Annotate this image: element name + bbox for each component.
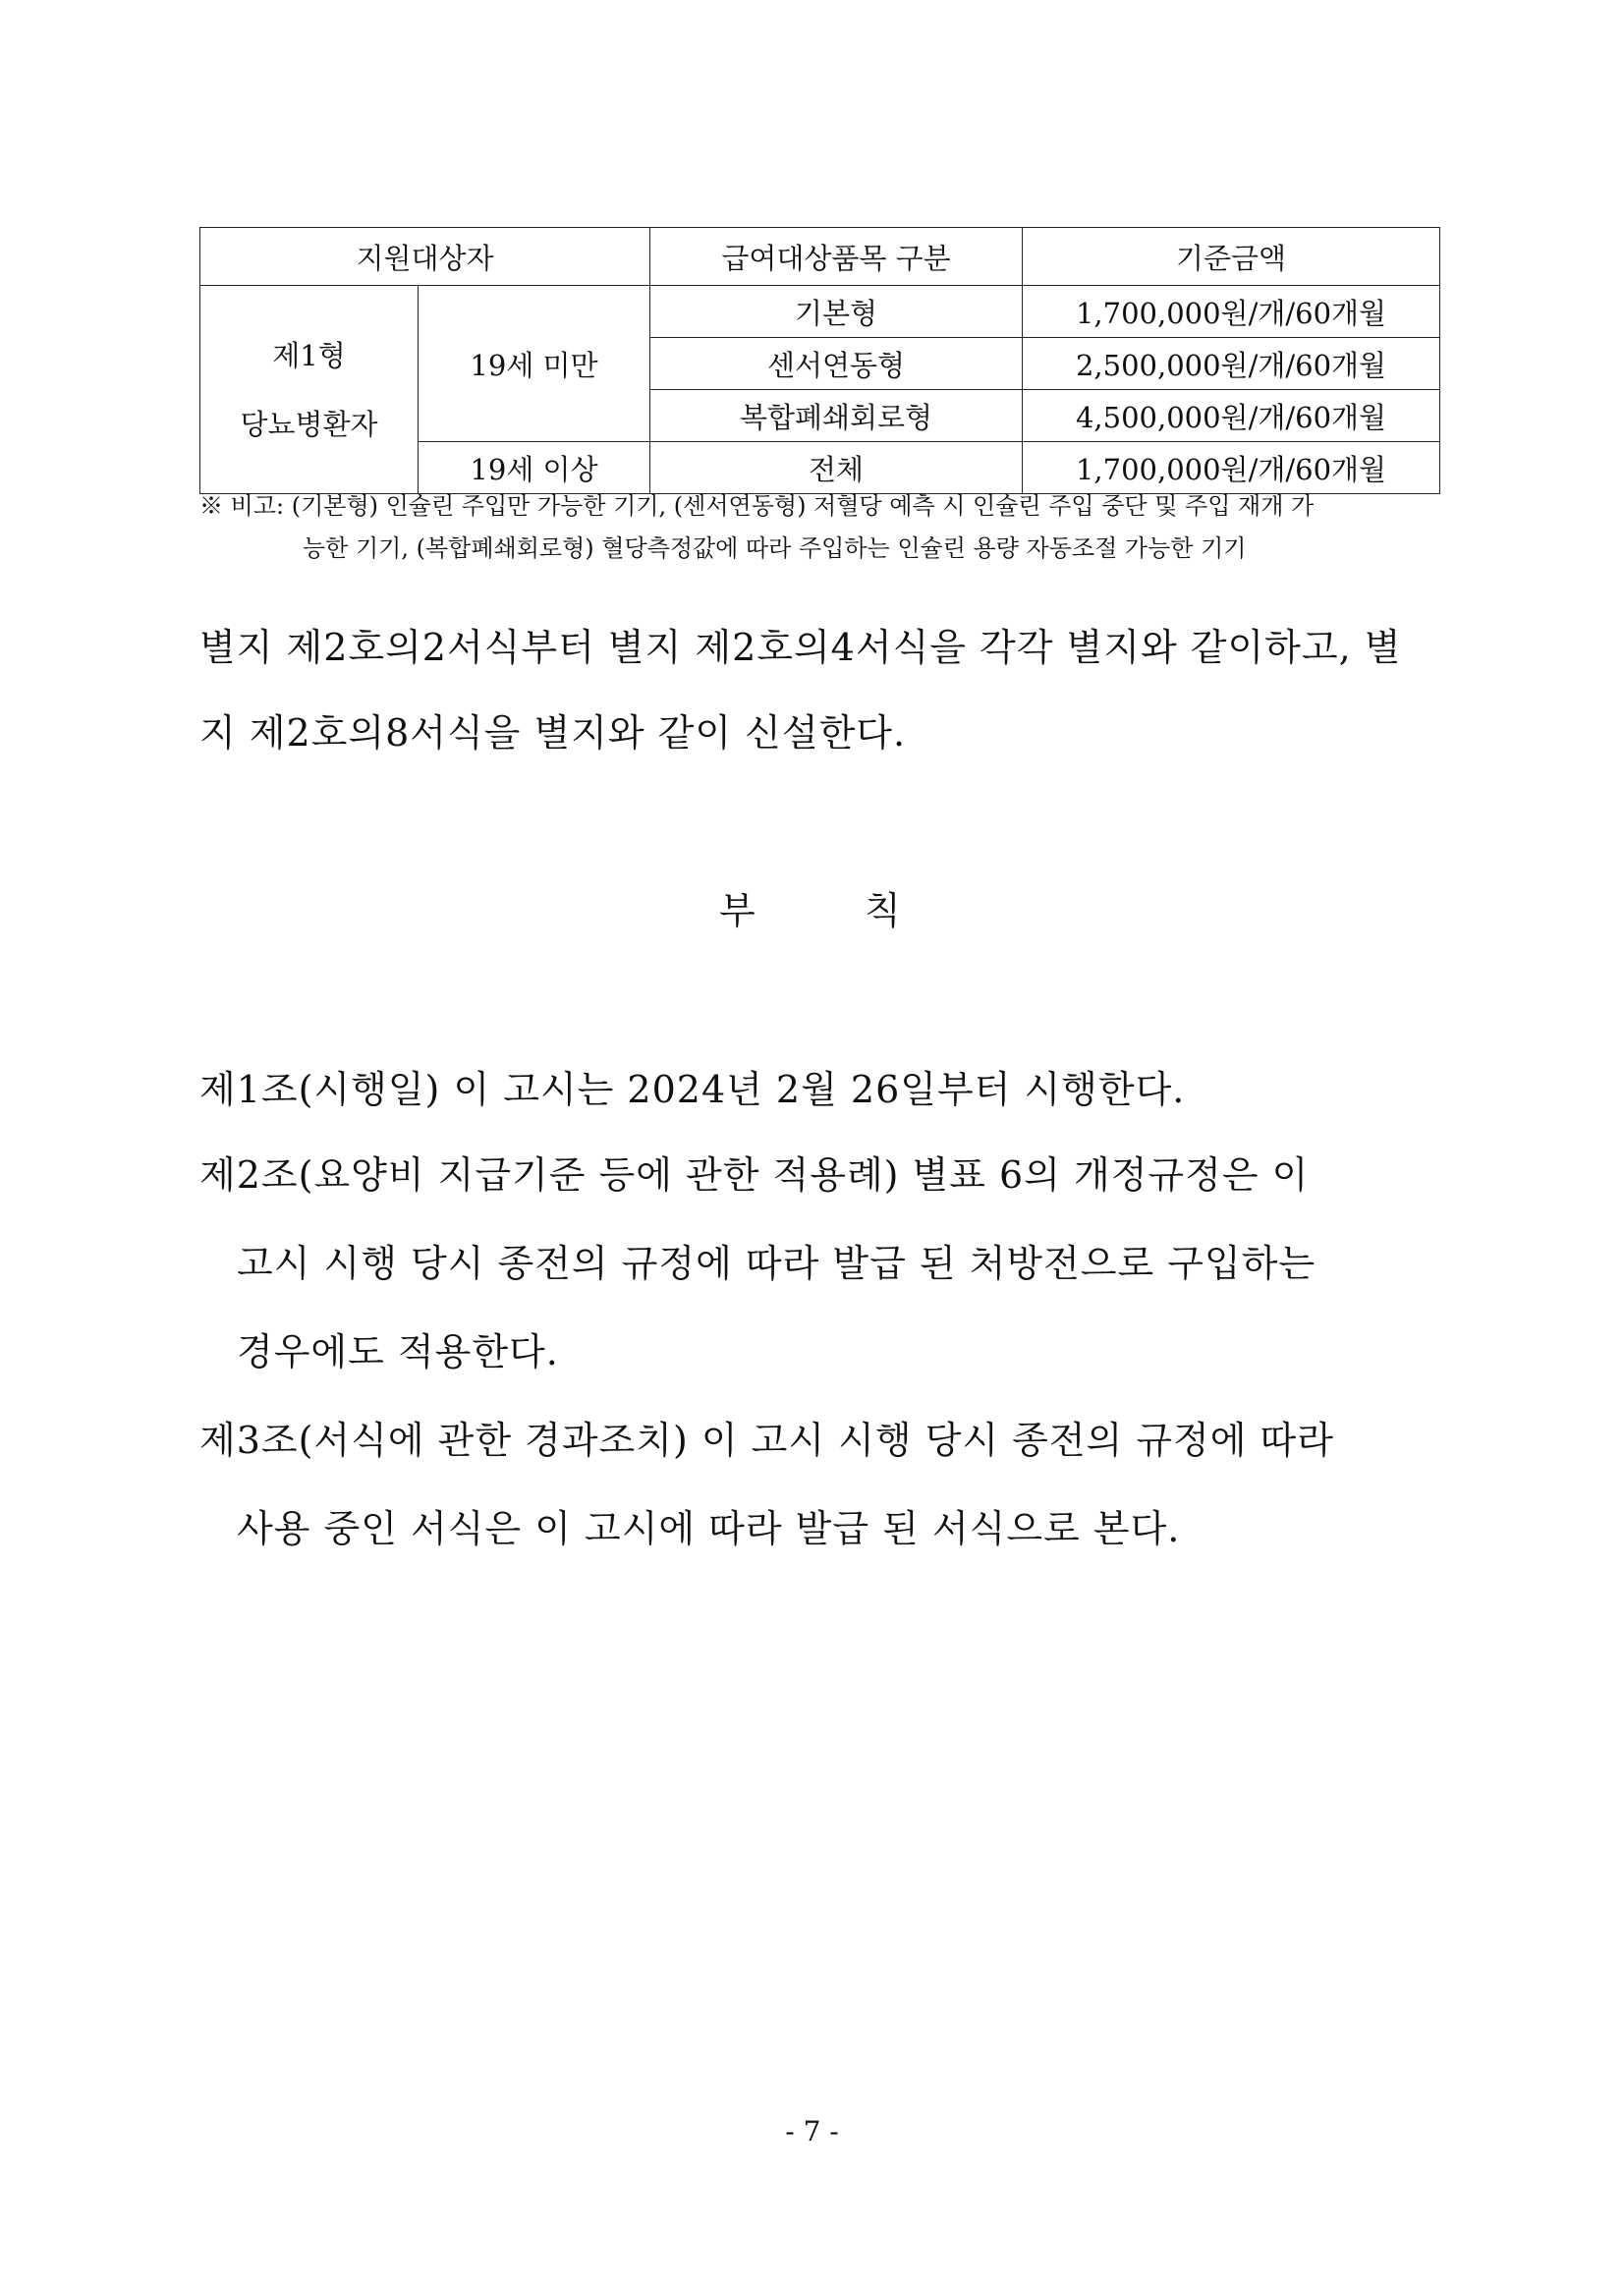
addendum-title-right: 칙 <box>865 889 901 932</box>
patient-group-cell <box>200 286 419 494</box>
paragraph-line2: 지 제2호의8서식을 별지와 같이 신설한다. <box>199 711 907 755</box>
table-row <box>200 286 1440 338</box>
patient-group-line2: 당뇨병환자 <box>240 407 378 441</box>
age-under-19-cell: 19세 미만 <box>419 286 650 442</box>
amount-cell: 4,500,000원/개/60개월 <box>1023 390 1440 442</box>
amount-cell: 1,700,000원/개/60개월 <box>1023 286 1440 338</box>
table-note-line2: 능한 기기, (복합폐쇄회로형) 혈당측정값에 따라 주입하는 인슐린 용량 자동조절 가능한 기기 <box>303 534 1247 562</box>
paragraph-line1: 별지 제2호의2서식부터 별지 제2호의4서식을 각각 별지와 같이하고, 별 <box>199 626 1402 669</box>
support-amount-table <box>199 227 1440 494</box>
article-1: 제1조(시행일) 이 고시는 2024년 2월 26일부터 시행한다. <box>199 1068 1186 1111</box>
article-3-line2: 사용 중인 서식은 이 고시에 따라 발급 된 서식으로 본다. <box>237 1507 1181 1550</box>
item-cell: 복합폐쇄회로형 <box>650 390 1023 442</box>
article-2-line2: 고시 시행 당시 종전의 규정에 따라 발급 된 처방전으로 구입하는 <box>237 1242 1316 1285</box>
article-2-line1: 제2조(요양비 지급기준 등에 관한 적용례) 별표 6의 개정규정은 이 <box>199 1153 1310 1197</box>
header-item-category: 급여대상품목 구분 <box>650 228 1023 286</box>
item-cell: 기본형 <box>650 286 1023 338</box>
table-header-row <box>200 228 1440 286</box>
item-cell: 전체 <box>650 442 1023 494</box>
header-support-target: 지원대상자 <box>200 228 650 286</box>
page-number: - 7 - <box>785 2115 839 2148</box>
addendum-title-left: 부 <box>719 889 756 932</box>
article-2-line3: 경우에도 적용한다. <box>237 1330 559 1373</box>
amount-cell: 1,700,000원/개/60개월 <box>1023 442 1440 494</box>
age-over-19-cell: 19세 이상 <box>419 442 650 494</box>
table-note-line1: ※ 비고: (기본형) 인슐린 주입만 가능한 기기, (센서연동형) 저혈당 예측 시 인슐린 주입 중단 및 주입 재개 가 <box>199 492 1315 520</box>
amount-cell: 2,500,000원/개/60개월 <box>1023 338 1440 390</box>
item-cell: 센서연동형 <box>650 338 1023 390</box>
article-3-line1: 제3조(서식에 관한 경과조치) 이 고시 시행 당시 종전의 규정에 따라 <box>199 1419 1334 1462</box>
header-base-amount: 기준금액 <box>1023 228 1440 286</box>
patient-group-line1: 제1형 <box>272 338 346 372</box>
